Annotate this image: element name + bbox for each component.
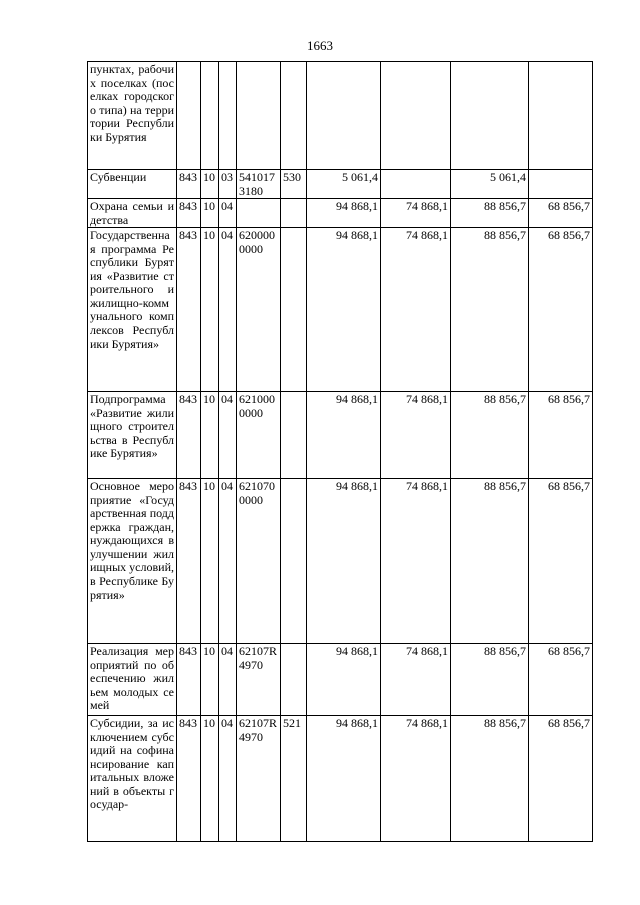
row-name: Субсидии, за исключением субсидий на софинансирование капитальных вложений в объекты государ- <box>88 716 177 842</box>
cell-value-4 <box>529 62 593 170</box>
cell-value-1: 94 868,1 <box>307 716 381 842</box>
cell-value-2 <box>381 62 451 170</box>
cell-rz: 10 <box>201 228 219 392</box>
table-row <box>88 62 593 170</box>
cell-vr: 530 <box>281 170 307 199</box>
cell-pr: 04 <box>219 228 237 392</box>
budget-table <box>87 61 593 842</box>
cell-value-4: 68 856,7 <box>529 392 593 479</box>
cell-value-3 <box>451 62 529 170</box>
cell-value-1: 94 868,1 <box>307 228 381 392</box>
cell-vr: 521 <box>281 716 307 842</box>
cell-gr: 843 <box>177 170 201 199</box>
cell-value-2: 74 868,1 <box>381 228 451 392</box>
cell-csr: 6210000000 <box>237 392 281 479</box>
cell-pr: 04 <box>219 479 237 644</box>
cell-csr: 6200000000 <box>237 228 281 392</box>
row-name: Субвенции <box>88 170 177 199</box>
cell-pr: 04 <box>219 199 237 228</box>
cell-value-1: 94 868,1 <box>307 392 381 479</box>
cell-value-3: 88 856,7 <box>451 228 529 392</box>
cell-rz: 10 <box>201 716 219 842</box>
cell-pr: 04 <box>219 644 237 716</box>
cell-rz <box>201 62 219 170</box>
cell-value-3: 88 856,7 <box>451 199 529 228</box>
cell-value-2: 74 868,1 <box>381 392 451 479</box>
cell-value-1 <box>307 62 381 170</box>
cell-gr: 843 <box>177 392 201 479</box>
cell-value-4: 68 856,7 <box>529 479 593 644</box>
cell-vr <box>281 62 307 170</box>
row-name: Подпрограмма «Развитие жилищного строительства в Республике Бурятия» <box>88 392 177 479</box>
table-row <box>88 199 593 228</box>
row-name: Реализация мероприятий по обеспечению жильем молодых семей <box>88 644 177 716</box>
table-row <box>88 392 593 479</box>
table-row <box>88 228 593 392</box>
cell-value-4: 68 856,7 <box>529 716 593 842</box>
cell-value-4: 68 856,7 <box>529 199 593 228</box>
cell-value-3: 5 061,4 <box>451 170 529 199</box>
cell-value-4: 68 856,7 <box>529 644 593 716</box>
cell-csr: 62107R4970 <box>237 716 281 842</box>
cell-rz: 10 <box>201 199 219 228</box>
cell-value-3: 88 856,7 <box>451 392 529 479</box>
row-name: пунктах, рабочих поселках (поселках городского типа) на территории Республики Бурятия <box>88 62 177 170</box>
cell-value-1: 94 868,1 <box>307 199 381 228</box>
cell-value-1: 94 868,1 <box>307 644 381 716</box>
cell-vr <box>281 228 307 392</box>
cell-csr: 62107R4970 <box>237 644 281 716</box>
cell-rz: 10 <box>201 170 219 199</box>
cell-vr <box>281 392 307 479</box>
cell-pr: 04 <box>219 716 237 842</box>
cell-value-2 <box>381 170 451 199</box>
cell-value-4 <box>529 170 593 199</box>
cell-csr: 5410173180 <box>237 170 281 199</box>
cell-gr: 843 <box>177 228 201 392</box>
cell-vr <box>281 199 307 228</box>
cell-pr: 04 <box>219 392 237 479</box>
cell-value-2: 74 868,1 <box>381 644 451 716</box>
cell-value-1: 5 061,4 <box>307 170 381 199</box>
row-name: Охрана семьи и детства <box>88 199 177 228</box>
cell-value-3: 88 856,7 <box>451 644 529 716</box>
table-row <box>88 716 593 842</box>
cell-vr <box>281 644 307 716</box>
cell-csr <box>237 62 281 170</box>
cell-value-1: 94 868,1 <box>307 479 381 644</box>
cell-gr: 843 <box>177 479 201 644</box>
table-row <box>88 644 593 716</box>
cell-pr: 03 <box>219 170 237 199</box>
cell-value-2: 74 868,1 <box>381 199 451 228</box>
cell-value-4: 68 856,7 <box>529 228 593 392</box>
cell-value-2: 74 868,1 <box>381 479 451 644</box>
cell-gr: 843 <box>177 644 201 716</box>
cell-value-3: 88 856,7 <box>451 716 529 842</box>
cell-gr: 843 <box>177 716 201 842</box>
cell-value-3: 88 856,7 <box>451 479 529 644</box>
table-row <box>88 479 593 644</box>
cell-rz: 10 <box>201 479 219 644</box>
cell-vr <box>281 479 307 644</box>
page-number: 1663 <box>307 38 333 53</box>
cell-csr <box>237 199 281 228</box>
table-row <box>88 170 593 199</box>
cell-pr <box>219 62 237 170</box>
cell-csr: 6210700000 <box>237 479 281 644</box>
cell-value-2: 74 868,1 <box>381 716 451 842</box>
cell-gr: 843 <box>177 199 201 228</box>
cell-rz: 10 <box>201 644 219 716</box>
cell-gr <box>177 62 201 170</box>
row-name: Государственная программа Республики Бурятия «Развитие строительного и жилищно-коммунального комплексов Республики Бурятия» <box>88 228 177 392</box>
row-name: Основное мероприятие «Государственная поддержка граждан, нуждающихся в улучшении жилищных условий, в Республике Бурятия» <box>88 479 177 644</box>
cell-rz: 10 <box>201 392 219 479</box>
